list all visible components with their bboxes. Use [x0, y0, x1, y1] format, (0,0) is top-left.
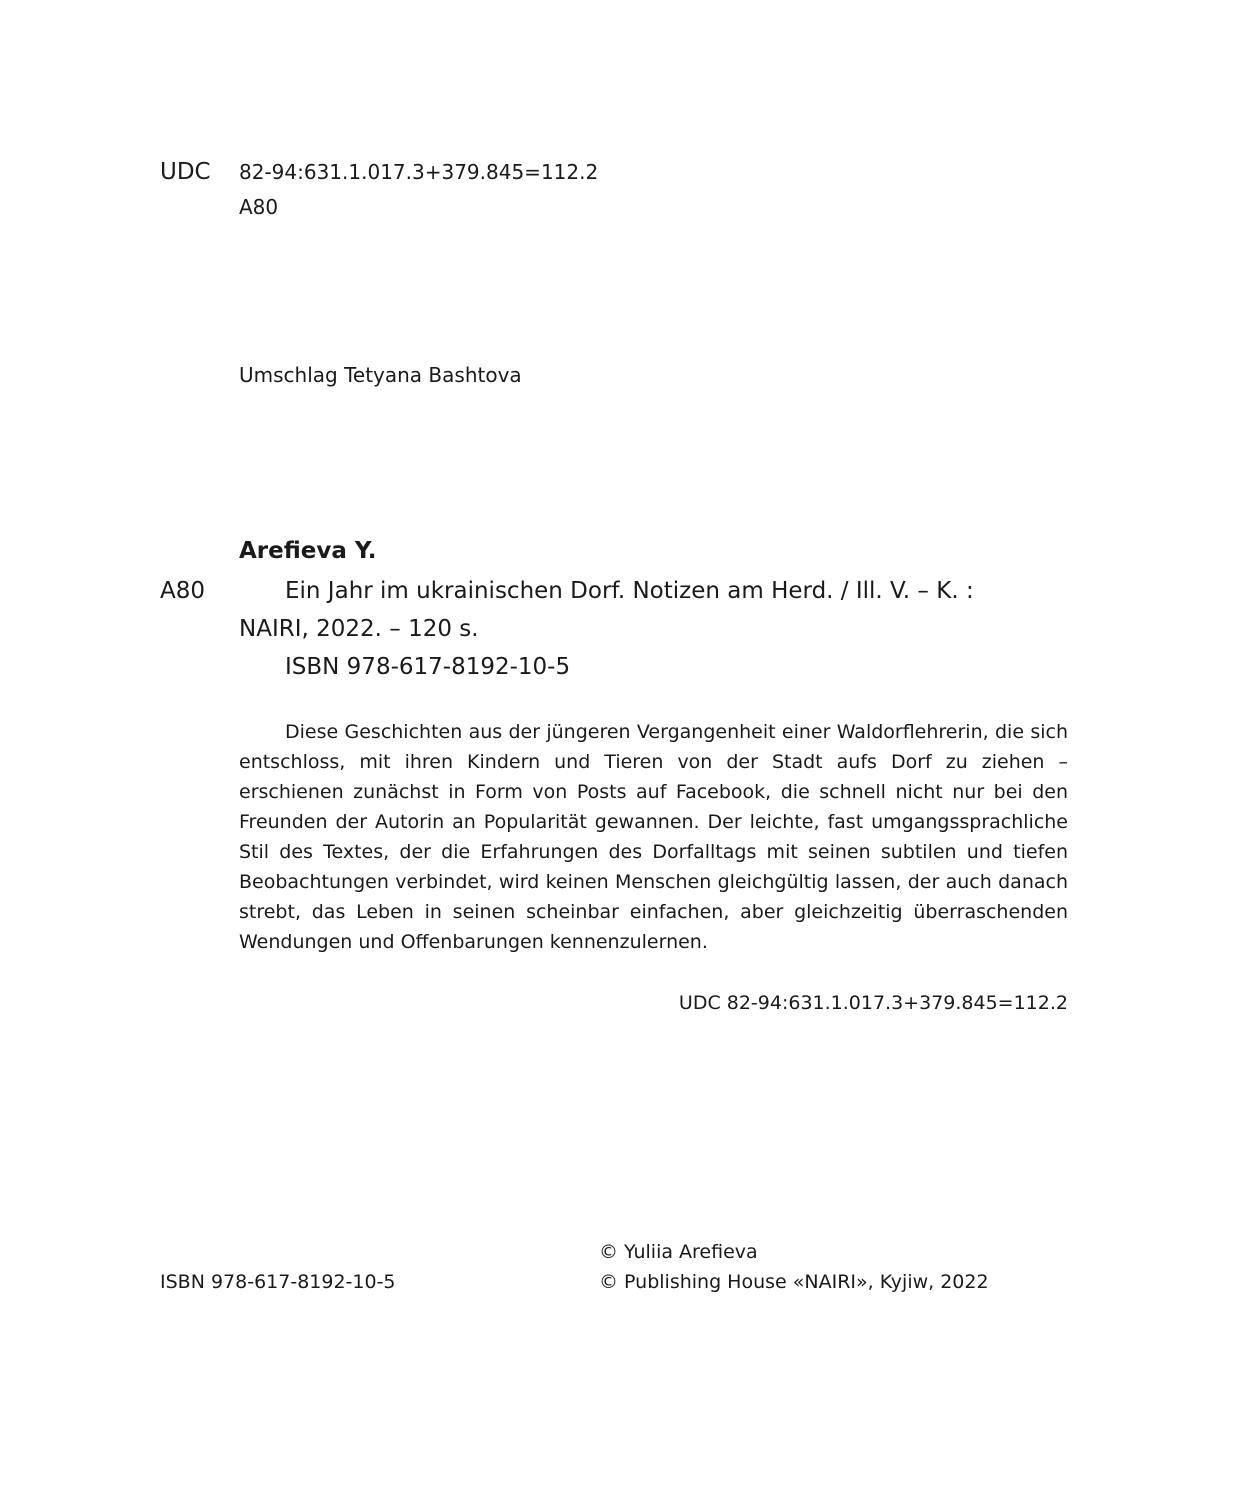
copyright-publisher: © Publishing House «NAIRI», Kyjiw, 2022 [599, 1271, 989, 1293]
udc-index: A80 [239, 195, 279, 219]
annotation-paragraph: Diese Geschichten aus der jüngeren Vergangenheit einer Waldorflehrerin, die sich entschloss, mit ihren Kindern und Tieren von der Stadt aufs Dorf zu ziehen – erschienen zunächst in Form von Posts auf Facebook, die schnell nicht nur bei den Freunden der Autorin an Popularität gewannen. Der leichte, fast umgangssprachliche Stil des Textes, der die Erfahrungen des Dorfalltags mit seinen subtilen und tiefen Beobachtungen verbindet, wird keinen Menschen gleichgültig lassen, der auch danach strebt, das Leben in seinen scheinbar einfachen, aber gleichzeitig überraschenden Wendungen und Offenbarungen kennenzulernen. [239, 721, 1068, 953]
udc-label: UDC [160, 159, 211, 185]
annotation-udc: UDC 82-94:631.1.017.3+379.845=112.2 [678, 992, 1068, 1014]
book-title-line: Ein Jahr im ukrainischen Dorf. Notizen am Herd. / Ill. V. – K. : [285, 578, 974, 604]
udc-code: 82-94:631.1.017.3+379.845=112.2 [239, 160, 599, 184]
copyright-author: © Yuliia Arefieva [599, 1241, 758, 1263]
entry-index: A80 [160, 578, 206, 604]
entry-isbn: ISBN 978-617-8192-10-5 [285, 654, 571, 680]
author-name: Arefieva Y. [239, 538, 377, 564]
cover-credit: Umschlag Tetyana Bashtova [239, 363, 522, 387]
publisher-line: NAIRI, 2022. – 120 s. [239, 616, 479, 642]
footer-isbn: ISBN 978-617-8192-10-5 [160, 1271, 396, 1293]
